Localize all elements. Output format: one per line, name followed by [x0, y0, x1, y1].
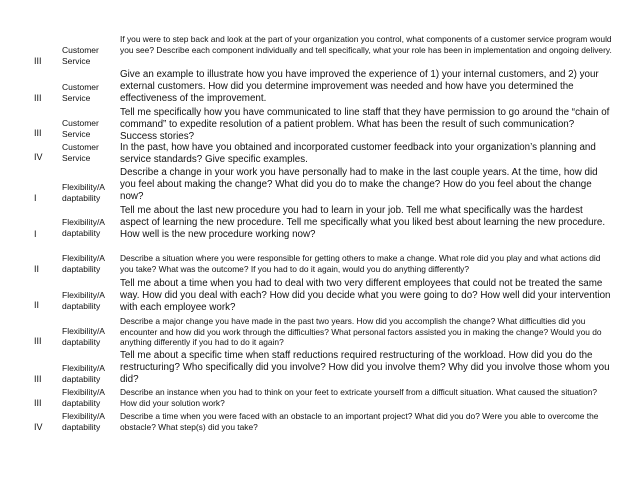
- competency-line: Service: [62, 129, 91, 139]
- competency-cell: [62, 217, 118, 239]
- level-cell: III: [34, 398, 42, 408]
- competency-line: Flexibility/A: [62, 182, 105, 192]
- competency-line: daptability: [62, 301, 101, 311]
- competency-line: Flexibility/A: [62, 217, 105, 227]
- competency-line: Service: [62, 153, 91, 163]
- level-cell: IV: [34, 422, 43, 432]
- question-cell: Tell me about a time when you had to deal with two very different employees that could not be treated the same way. How did you deal with each? How did you decide what you were going to do? How well did your intervention with each employee work?: [120, 278, 611, 313]
- competency-line: Flexibility/A: [62, 387, 105, 397]
- competency-cell: [62, 411, 118, 433]
- competency-line: Service: [62, 56, 91, 66]
- competency-line: daptability: [62, 337, 101, 347]
- competency-line: Flexibility/A: [62, 290, 105, 300]
- level-cell: III: [34, 93, 42, 103]
- question-cell: In the past, how have you obtained and incorporated customer feedback into your organization’s planning and service standards? Give specific examples.: [120, 142, 596, 165]
- competency-line: daptability: [62, 374, 101, 384]
- competency-cell: [62, 182, 118, 204]
- competency-line: Service: [62, 93, 91, 103]
- competency-cell: [62, 363, 118, 385]
- level-cell: III: [34, 374, 42, 384]
- level-cell: IV: [34, 152, 43, 162]
- question-cell: If you were to step back and look at the part of your organization you control, what components of a customer service program would you see? Describe each component individually and tell specifically, what your role has been in implementation and ongoing delivery.: [120, 34, 612, 55]
- competency-line: daptability: [62, 193, 101, 203]
- question-cell: Give an example to illustrate how you have improved the experience of 1) your internal customers, and 2) your external customers. How did you determine improvement was needed and how have you determined the effectiveness of the improvement.: [120, 69, 599, 104]
- competency-line: daptability: [62, 264, 101, 274]
- competency-line: daptability: [62, 422, 101, 432]
- competency-line: Customer: [62, 82, 99, 92]
- level-cell: I: [34, 193, 37, 203]
- level-cell: III: [34, 56, 42, 66]
- competency-cell: [62, 118, 118, 140]
- level-cell: III: [34, 336, 42, 346]
- competency-line: Flexibility/A: [62, 363, 105, 373]
- competency-line: Customer: [62, 142, 99, 152]
- question-cell: Tell me about the last new procedure you had to learn in your job. Tell me what specifically was the hardest aspect of learning the new procedure. Tell me specifically what you liked best about learning the new procedure. How well is the new procedure working now?: [120, 205, 606, 240]
- competency-cell: [62, 290, 118, 312]
- question-cell: Tell me about a specific time when staff reductions required restructuring of the workload. How did you do the restructuring? Who specifically did you involve? How did you involve them? Why did you involve those whom you did?: [120, 350, 610, 385]
- competency-cell: [62, 45, 118, 67]
- competency-cell: [62, 253, 118, 275]
- competency-cell: [62, 142, 118, 164]
- competency-line: Flexibility/A: [62, 253, 105, 263]
- competency-line: Customer: [62, 118, 99, 128]
- question-cell: Describe an instance when you had to think on your feet to extricate yourself from a difficult situation. What caused the situation? How did your solution work?: [120, 387, 598, 408]
- competency-line: Customer: [62, 45, 99, 55]
- question-cell: Describe a situation where you were responsible for getting others to make a change. What role did you play and what actions did you take? What was the outcome? If you had to do it again, would you do anything differently?: [120, 253, 601, 274]
- question-cell: Describe a change in your work you have personally had to make in the last couple years. At the time, how did you feel about making the change? What did you do to make the change? How do you feel about the change now?: [120, 167, 598, 202]
- level-cell: I: [34, 229, 37, 239]
- level-cell: III: [34, 128, 42, 138]
- competency-cell: [62, 326, 118, 348]
- question-cell: Describe a time when you were faced with an obstacle to an important project? What did you do? Were you able to overcome the obstacle? What step(s) did you take?: [120, 411, 599, 432]
- level-cell: II: [34, 264, 40, 274]
- competency-cell: [62, 387, 118, 409]
- competency-cell: [62, 82, 118, 104]
- competency-line: daptability: [62, 228, 101, 238]
- question-cell: Tell me specifically how you have communicated to line staff that they have permission to go around the “chain of command” to expedite resolution of a patient problem. What has been the result of such communication? Success stories?: [120, 107, 610, 142]
- question-cell: Describe a major change you have made in the past two years. How did you accomplish the change? What difficulties did you encounter and how did you work through the difficulties? What personal factors assisted you in making the change? Would you do anything differently if you had to do it again?: [120, 316, 602, 348]
- level-cell: II: [34, 300, 40, 310]
- competency-line: daptability: [62, 398, 101, 408]
- competency-line: Flexibility/A: [62, 411, 105, 421]
- competency-line: Flexibility/A: [62, 326, 105, 336]
